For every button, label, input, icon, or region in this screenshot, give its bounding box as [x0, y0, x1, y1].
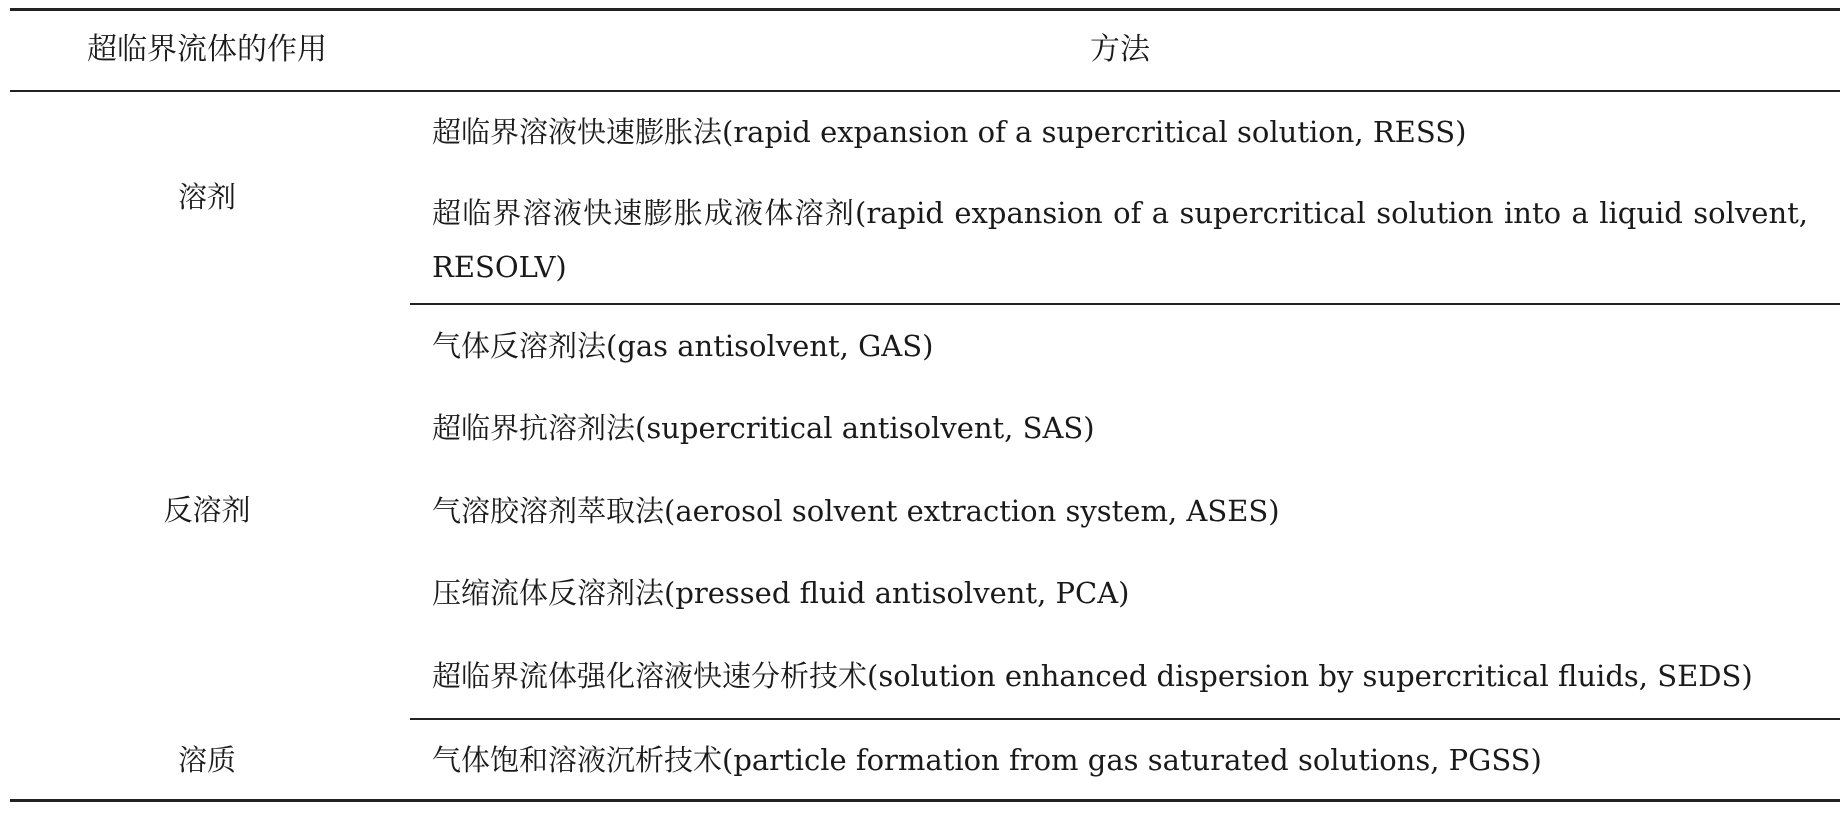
- role-solute: 溶质: [177, 743, 236, 777]
- bottom-rule: [10, 799, 1840, 802]
- method-sas: 超临界抗溶剂法(supercritical antisolvent, SAS): [432, 411, 1095, 445]
- method-gas: 气体反溶剂法(gas antisolvent, GAS): [432, 329, 934, 363]
- method-pgss: 气体饱和溶液沉析技术(particle formation from gas saturated solutions, PGSS): [432, 743, 1542, 777]
- method-seds: 超临界流体强化溶液快速分析技术(solution enhanced dispersion by supercritical fluids, SEDS): [432, 659, 1753, 693]
- method-pca: 压缩流体反溶剂法(pressed fluid antisolvent, PCA): [432, 576, 1130, 610]
- header-method: 方法: [1090, 32, 1150, 67]
- role-solvent: 溶剂: [177, 180, 236, 214]
- header-role: 超临界流体的作用: [87, 32, 327, 67]
- top-rule: [10, 8, 1840, 11]
- group-rule-2: [410, 718, 1840, 720]
- header-rule: [10, 90, 1840, 92]
- method-resolv: 超临界溶液快速膨胀成液体溶剂(rapid expansion of a supercritical solution into a liquid solvent, RESOLV): [432, 196, 1808, 284]
- method-ases: 气溶胶溶剂萃取法(aerosol solvent extraction system, ASES): [432, 494, 1280, 528]
- group-rule-1: [410, 303, 1840, 305]
- role-antisolvent: 反溶剂: [163, 493, 251, 527]
- method-ress: 超临界溶液快速膨胀法(rapid expansion of a supercritical solution, RESS): [432, 115, 1467, 149]
